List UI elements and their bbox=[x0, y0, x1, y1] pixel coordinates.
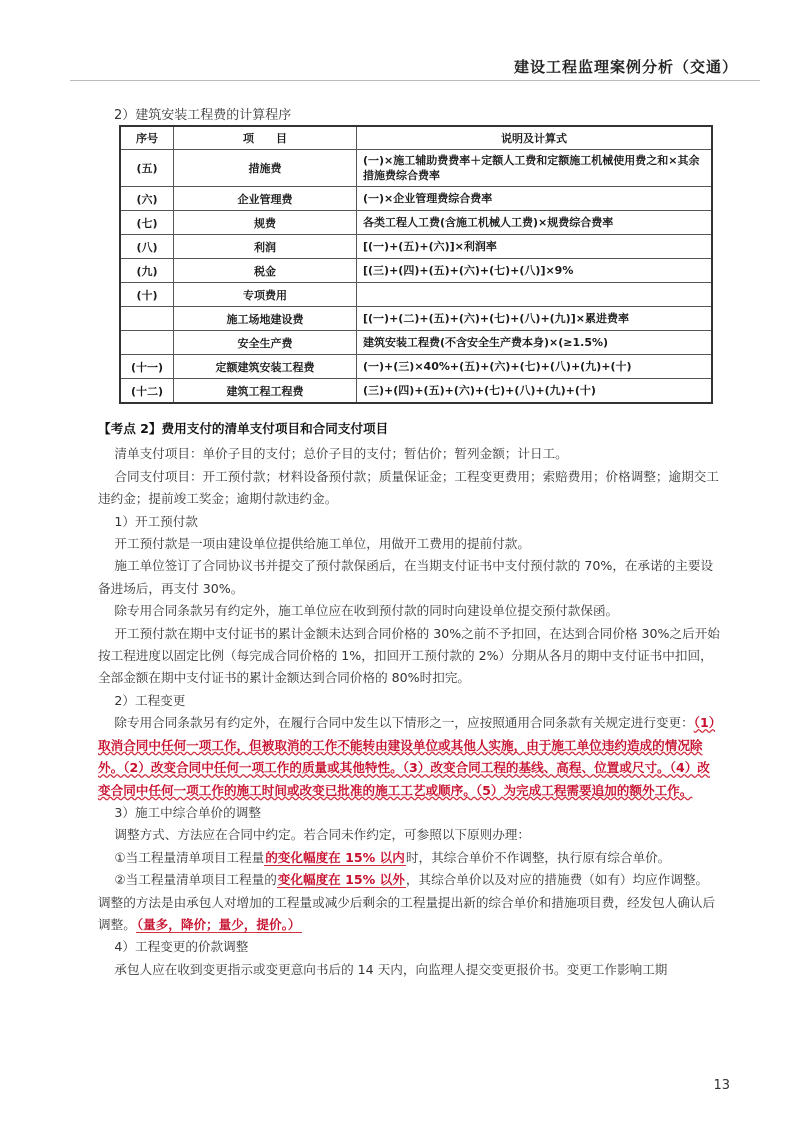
paragraph: 调整方式、方法应在合同中约定。若合同未作约定，可参照以下原则办理： bbox=[114, 827, 530, 843]
text-run: ①当工程量清单项目工程量 bbox=[114, 849, 265, 865]
paragraph: 施工单位签订了合同协议书并提交了预付款保函后，在当期支付证书中支付预付款的 70%，在承诺的主要设备进场后，再支付 30%。 bbox=[98, 558, 714, 596]
subheading: 2）工程变更 bbox=[114, 692, 186, 708]
paragraph: 承包人应在收到变更指示或变更意向书后的 14 天内，向监理人提交变更报价书。变更工作影响工期 bbox=[114, 961, 668, 977]
cell-desc: 各类工程人工费(含施工机械人工费)×规费综合费率 bbox=[357, 211, 713, 235]
paragraph bbox=[98, 712, 720, 802]
text-run: 除专用合同条款另有约定外，在履行合同中发生以下情形之一，应按照通用合同条款有关规定进行变更： bbox=[114, 715, 694, 731]
table-row bbox=[120, 379, 712, 404]
paragraph bbox=[98, 847, 720, 869]
text-run: ，其综合单价以及对应的措施费（如有）均应作调整。调整的方法是由承包人对增加的工程量或减少后剩余的工程量提出新的综合单价和措施项目费，经发包人确认后调整。 bbox=[98, 872, 716, 932]
table-row bbox=[120, 211, 712, 235]
subheading: 4）工程变更的价款调整 bbox=[114, 939, 249, 955]
cell-no: (十一) bbox=[120, 355, 174, 379]
text-run: ②当工程量清单项目工程量的 bbox=[114, 872, 277, 888]
cell-item: 税金 bbox=[174, 259, 357, 283]
table-row bbox=[120, 283, 712, 307]
cell-no bbox=[120, 307, 174, 331]
highlighted-text: （1）取消合同中任何一项工作，但被取消的工作不能转由建设单位或其他人实施，由于施工单位违约造成的情况除外。（2）改变合同中任何一项工作的质量或其他特性。（3）改变合同工程的基线、高程、位置或尺寸。（4）改变合同中任何一项工作的施工时间或改变已批准的施工工艺或顺序。（5）为完成工程需要追加的额外工作。 bbox=[98, 715, 716, 798]
table-header-row bbox=[120, 126, 712, 150]
table-row bbox=[120, 187, 712, 211]
cell-no: (五) bbox=[120, 150, 174, 187]
cell-desc: (三)+(四)+(五)+(六)+(七)+(八)+(九)+(十) bbox=[357, 379, 713, 404]
paragraph bbox=[98, 869, 720, 936]
table-row bbox=[120, 235, 712, 259]
cell-desc: [(一)+(五)+(六)]×利润率 bbox=[357, 235, 713, 259]
table-row bbox=[120, 150, 712, 187]
highlighted-text: （量多，降价；量少，提价。） bbox=[136, 916, 301, 932]
running-header: 建设工程监理案例分析（交通） bbox=[513, 58, 738, 76]
cell-desc: [(一)+(二)+(五)+(六)+(七)+(八)+(九)]×累进费率 bbox=[357, 307, 713, 331]
header-rule bbox=[70, 80, 760, 81]
subheading: 1）开工预付款 bbox=[114, 513, 198, 529]
table-row bbox=[120, 259, 712, 283]
cell-no: (九) bbox=[120, 259, 174, 283]
cell-desc: [(三)+(四)+(五)+(六)+(七)+(八)]×9% bbox=[357, 259, 713, 283]
paragraph: 开工预付款是一项由建设单位提供给施工单位，用做开工费用的提前付款。 bbox=[114, 536, 530, 552]
page-number: 13 bbox=[713, 1078, 730, 1093]
cell-no bbox=[120, 331, 174, 355]
text-run: 时，其综合单价不作调整，执行原有综合单价。 bbox=[405, 849, 671, 865]
cell-no: (七) bbox=[120, 211, 174, 235]
col-header-desc: 说明及计算式 bbox=[357, 126, 713, 150]
cell-item: 专项费用 bbox=[174, 283, 357, 307]
table-row bbox=[120, 331, 712, 355]
cell-item: 安全生产费 bbox=[174, 331, 357, 355]
cell-item: 定额建筑安装工程费 bbox=[174, 355, 357, 379]
cost-calculation-table bbox=[119, 125, 713, 404]
highlighted-text: 的变化幅度在 15% 以内 bbox=[265, 849, 405, 865]
paragraph: 清单支付项目：单价子目的支付；总价子目的支付；暂估价；暂列金额；计日工。 bbox=[114, 446, 568, 462]
body-text bbox=[98, 418, 720, 981]
section-title: 2）建筑安装工程费的计算程序 bbox=[114, 108, 292, 123]
paragraph: 开工预付款在期中支付证书的累计金额未达到合同价格的 30%之前不予扣回，在达到合同价格 30%之后开始按工程进度以固定比例（每完成合同价格的 1%，扣回开工预付款的 2%）分期从各月的期中支付证书中扣回，全部金额在期中支付证书的累计金额达到合同价格的 80%时扣完。 bbox=[98, 625, 720, 686]
cell-no: (十二) bbox=[120, 379, 174, 404]
highlighted-text: 变化幅度在 15% 以外 bbox=[277, 872, 405, 888]
cell-item: 企业管理费 bbox=[174, 187, 357, 211]
cell-no: (八) bbox=[120, 235, 174, 259]
subheading: 3）施工中综合单价的调整 bbox=[114, 804, 261, 820]
table-row bbox=[120, 355, 712, 379]
cell-no: (十) bbox=[120, 283, 174, 307]
key-point-heading bbox=[98, 418, 720, 440]
paragraph: 合同支付项目：开工预付款；材料设备预付款；质量保证金；工程变更费用；索赔费用；价格调整；逾期交工违约金；提前竣工奖金；逾期付款违约金。 bbox=[98, 468, 719, 507]
key-point-title: 费用支付的清单支付项目和合同支付项目 bbox=[161, 421, 389, 436]
cell-desc bbox=[357, 283, 713, 307]
table-row bbox=[120, 307, 712, 331]
cell-item: 利润 bbox=[174, 235, 357, 259]
cell-item: 规费 bbox=[174, 211, 357, 235]
col-header-item: 项 目 bbox=[174, 126, 357, 150]
paragraph: 除专用合同条款另有约定外，施工单位应在收到预付款的同时向建设单位提交预付款保函。 bbox=[114, 603, 619, 619]
cell-no: (六) bbox=[120, 187, 174, 211]
cell-desc: (一)×企业管理费综合费率 bbox=[357, 187, 713, 211]
cell-desc: (一)×施工辅助费费率＋定额人工费和定额施工机械使用费之和×其余措施费综合费率 bbox=[357, 150, 713, 187]
cell-item: 建筑工程工程费 bbox=[174, 379, 357, 404]
cell-desc: 建筑安装工程费(不含安全生产费本身)×(≥1.5%) bbox=[357, 331, 713, 355]
cell-item: 措施费 bbox=[174, 150, 357, 187]
col-header-no: 序号 bbox=[120, 126, 174, 150]
key-point-label: 【考点 2】 bbox=[98, 421, 162, 436]
cell-item: 施工场地建设费 bbox=[174, 307, 357, 331]
cell-desc: (一)+(三)×40%+(五)+(六)+(七)+(八)+(九)+(十) bbox=[357, 355, 713, 379]
